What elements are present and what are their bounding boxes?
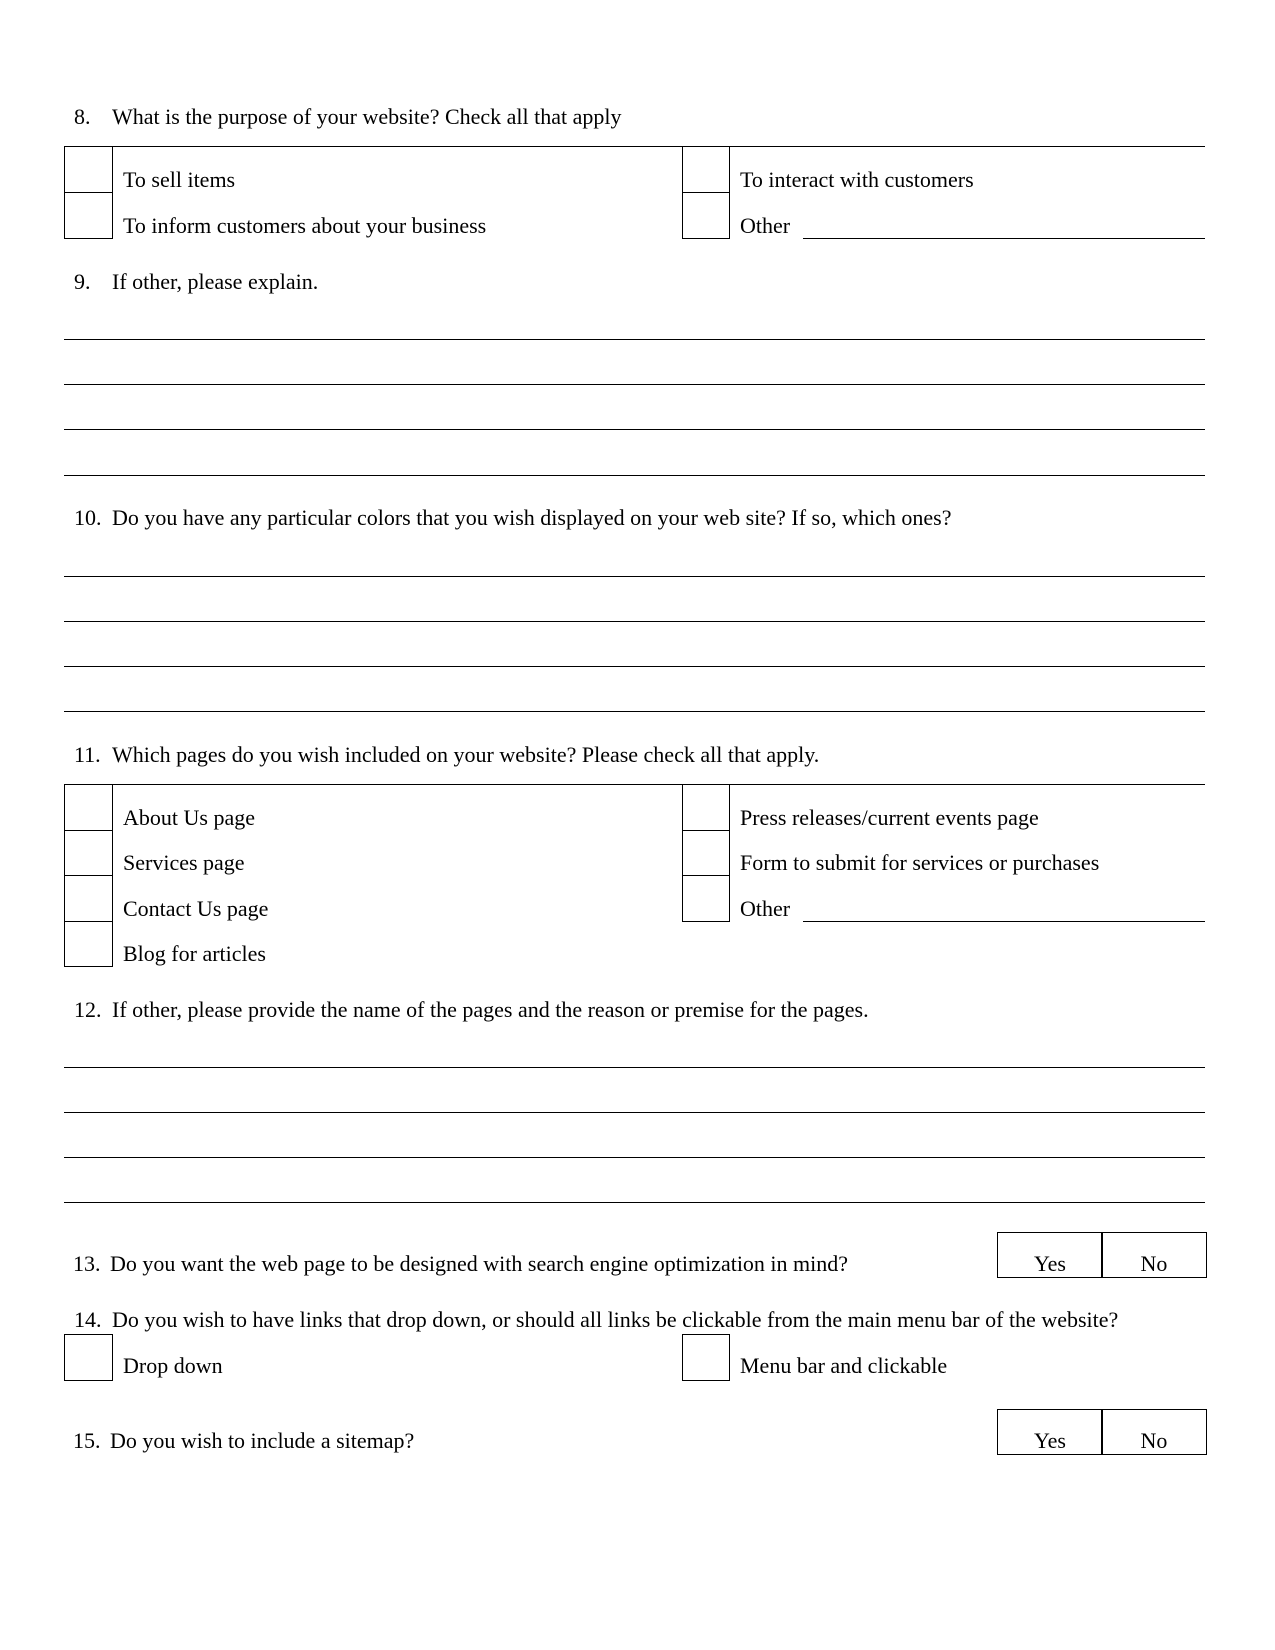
question-text: Do you want the web page to be designed with search engine optimization in mind?: [110, 1251, 849, 1276]
question-text: What is the purpose of your website? Check all that apply: [112, 104, 622, 129]
question-number: 8.: [74, 104, 91, 129]
question-number: 9.: [74, 269, 91, 294]
question-number: 14.: [74, 1307, 102, 1332]
checkbox-press-releases[interactable]: [682, 784, 730, 831]
other-input-line[interactable]: [803, 921, 1205, 922]
answer-line[interactable]: [64, 666, 1205, 667]
checkbox-sell-items[interactable]: [64, 146, 113, 193]
option-label: Menu bar and clickable: [740, 1353, 948, 1378]
checkbox-form-submit[interactable]: [682, 830, 730, 876]
answer-line[interactable]: [64, 1067, 1205, 1068]
answer-line[interactable]: [64, 339, 1205, 340]
option-label: Press releases/current events page: [740, 805, 1039, 830]
option-label: Form to submit for services or purchases: [740, 850, 1100, 875]
checkbox-about-us[interactable]: [64, 784, 113, 831]
question-number: 11.: [74, 742, 101, 767]
option-label: To inform customers about your business: [123, 213, 487, 238]
question-number: 12.: [74, 997, 102, 1022]
no-label: No: [1140, 1428, 1168, 1453]
question-13: [73, 1251, 848, 1277]
option-label: Other: [740, 213, 791, 238]
yes-label: Yes: [1033, 1251, 1066, 1276]
question-10: [74, 505, 951, 531]
no-option[interactable]: [1101, 1232, 1207, 1278]
answer-line[interactable]: [64, 1112, 1205, 1113]
question-text: Do you have any particular colors that you wish displayed on your web site? If so, which ones?: [112, 505, 952, 530]
yes-option[interactable]: [997, 1232, 1103, 1278]
checkbox-blog[interactable]: [64, 921, 113, 967]
yes-option[interactable]: [997, 1409, 1103, 1455]
no-label: No: [1140, 1251, 1168, 1276]
option-label: Blog for articles: [123, 941, 266, 966]
checkbox-drop-down[interactable]: [64, 1334, 113, 1381]
answer-line[interactable]: [64, 1202, 1205, 1203]
option-label: About Us page: [123, 805, 255, 830]
answer-line[interactable]: [64, 384, 1205, 385]
answer-line[interactable]: [64, 429, 1205, 430]
question-8: [74, 104, 622, 130]
question-14: [74, 1307, 1118, 1333]
checkbox-other[interactable]: [682, 192, 730, 239]
checkbox-contact-us[interactable]: [64, 875, 113, 922]
other-input-line[interactable]: [803, 238, 1205, 239]
section-rule: [64, 784, 1205, 785]
question-number: 13.: [73, 1251, 101, 1276]
checkbox-other-pages[interactable]: [682, 875, 730, 922]
option-label: Drop down: [123, 1353, 223, 1378]
question-12: [74, 997, 869, 1023]
section-rule: [64, 146, 1205, 147]
question-15: [73, 1428, 414, 1454]
option-label: To sell items: [123, 167, 236, 192]
no-option[interactable]: [1101, 1409, 1207, 1455]
option-label: Services page: [123, 850, 245, 875]
question-number: 10.: [74, 505, 102, 530]
question-text: Do you wish to have links that drop down, or should all links be clickable from the main menu bar of the website?: [112, 1307, 1119, 1332]
checkbox-services[interactable]: [64, 830, 113, 876]
question-text: If other, please provide the name of the pages and the reason or premise for the pages.: [112, 997, 869, 1022]
answer-line[interactable]: [64, 1157, 1205, 1158]
option-label: Other: [740, 896, 791, 921]
answer-line[interactable]: [64, 711, 1205, 712]
question-11: [74, 742, 819, 768]
question-number: 15.: [73, 1428, 101, 1453]
yes-label: Yes: [1033, 1428, 1066, 1453]
answer-line[interactable]: [64, 475, 1205, 476]
question-text: Which pages do you wish included on your website? Please check all that apply.: [112, 742, 820, 767]
checkbox-menu-bar-clickable[interactable]: [682, 1334, 730, 1381]
answer-line[interactable]: [64, 576, 1205, 577]
option-label: Contact Us page: [123, 896, 269, 921]
question-text: If other, please explain.: [112, 269, 319, 294]
checkbox-interact-customers[interactable]: [682, 146, 730, 193]
question-9: [74, 269, 318, 295]
option-label: To interact with customers: [740, 167, 974, 192]
question-text: Do you wish to include a sitemap?: [110, 1428, 415, 1453]
checkbox-inform-customers[interactable]: [64, 192, 113, 239]
answer-line[interactable]: [64, 621, 1205, 622]
